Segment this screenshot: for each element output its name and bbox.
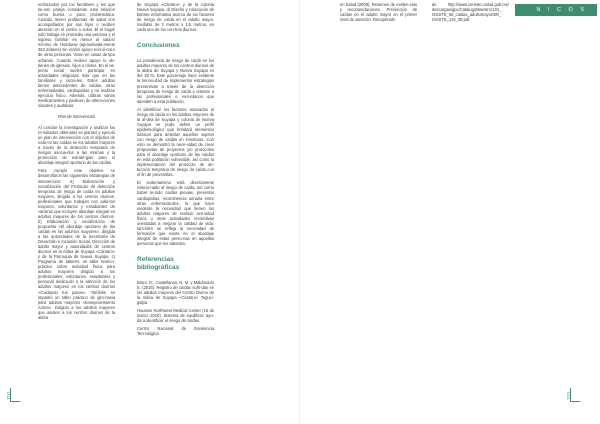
paragraph: La prevalencia de riesgo de caída en los adultos mayores de los centros diurnos de la aldea de Suyapa y Nueva Suyapa es del 29 %. Este porcentaje hace evidente la necesi-dad de implementar estrategias preventivas a través de la detección temprana de riesgo de caída y orientar a los profesionales o vo-luntarios que atienden a esta población.	[137, 58, 214, 104]
folio-tick-icon	[570, 401, 580, 402]
folio-tick-icon	[10, 401, 20, 402]
reference-entry: Centro Nacional de Excelencia Tecnológica	[137, 326, 214, 337]
reference-entry: Bruni, G.; Castellanos, N. M. y Maldonado E. (2016). Registro de caídas sufri-das en los adultos mayores del Centro Diurno de la Aldea de Suyapa «Cántaro» Teguci-galpa.	[137, 279, 214, 306]
paragraph: Al identificar los factores asociados al riesgo de caída en los adultos mayores de la al-dea de Suyapa y colonia de Nueva Suyapa se pudo definir un perfil epidemiológico que brindará elementos básicos para detectar aquellos sujetos con riesgo de caídas en Honduras. Con esto se demostró la nece-sidad de crear propuestas de proyectos y/o protocolos para el abordaje oportuno de las caídas en esta población vulnerable, así como la implementación del protocolo de de-tección temprana de riesgo de caída con el fin de prevenirlas.	[137, 106, 214, 178]
paragraph: Al concluir la investigación y analizar los re-sultados obtenidos se planteó y ejecutó un plan de intervención con el objetivo de redu-cir las caídas en los adultos mayores a través de la detección temprana de riesgos asocia-dos a las mismas y la promoción de estrate-gias para el abordaje integral oportuno de las caídas.	[38, 125, 115, 166]
paragraph: de Suyapa «Cántaro» y de la colonia Nueva Suyapa. d) Diseño y colocación de banner informativo acerca de los factores de riesgo de caída en el adulto mayor, medidas de 2 metros x 1.5 metros, en cada uno de los cen-tros diurnos.	[137, 2, 214, 33]
reference-url[interactable]: de http://www.cenetec.salud.gob.mx/ descargas/gpc/CatalogoMaestro/134_ ISSSTE_08_caidas_adultomayor/ER_ ISSSTE_134_08.pdf	[432, 2, 509, 23]
column-2	[137, 2, 214, 339]
page-number: 116	[7, 392, 13, 400]
section-title-conclusiones: Conclusiones	[137, 42, 180, 50]
page-number: 115	[567, 392, 573, 400]
section-title-references: Referencias bibliográficas	[137, 255, 180, 271]
paragraph: El sedentarismo está directamente relacio-nado al riesgo de caída, así como haber te-nido caídas previas, presentar cardiopatías, incontinencia urinaria entre otras enfermeda-des, lo que hace evidente la necesidad que tienen los adultos mayores de realizar acti-vidad física u otras actividades recreativas orientadas a mejorar la calidad de vida; tam-bién se refleja la necesidad de formación que existe en el abordaje integral de estas perso-nas en aquellas personas que les atienden.	[137, 180, 214, 246]
right-page	[300, 0, 600, 424]
column-4	[432, 2, 509, 25]
subheading-plan: Plan de Intervención	[57, 113, 96, 119]
paragraph: Para cumplir este objetivo se desarrollaron las siguientes estrategias de intervención: a) Elaboración y socialización del Protocolo de detección temprana de riesgo de caída en adultos mayores, dirigido a los centros diurnos, profesionales que trabajan con adul-tos mayores, voluntarios y estudiantes de carreras que incluyen abordaje integral en adultos mayores de los centros diurnos. b) Elaboración y socialización de propuesta «El abordaje oportuno de las caídas en los adul-tos mayores», dirigida a las autoridades de la Secretaría de Desarrollo e Inclusión Social, Dirección de adulto mayor y autoridades de centros diurnos en la Aldea de Suyapa «Cántaro» y de la Parroquia de Nueva Suyapa. c) Programa de talleres: un taller teórico-práctico sobre actividad física para adultos mayores dirigido a los profesionales, voluntarios, estudiantes y personal dedica-do a la atención de los adultos mayores en los centros diurnos «Cuidando tus pasos». También se impartió un taller práctico de gim-nasia para adultos mayores «Envejeciemiento Activo». Dirigido a los adultos mayores que asisten a los centros diurnos de la aldea	[38, 168, 115, 320]
reference-entry: Houston Northwest Medical Center (15 de marzo 2016). Sistema de equilibrio: ayu-da a identificar el riesgo de caídas.	[137, 308, 214, 324]
paragraph: rechazados por los familiares y los que tie-nen pareja consideran esta relación como buena o poco problemática. Cuando tienen problemas de salud son acompañados por sus hijos o reciben atención en el centro o solos. El el hogar solo trabaja en promedio una persona y el ingreso familiar es menor al salario mínimo de Honduras (aproximada-mente 363 dólares) sin recibir apoyo econó-mico de otras personas. Viven en casas de tipo urbanas. Cuando reciben apoyo lo ob-tienen de iglesias, hijos o nietos. En el as-pecto social suelen participar en actividades religiosas más que en las familiares y socia-les. Estos adultos tienen antecedentes de caídas, otras enfermedades, cardiopatías y no realizan ejercicio físico. Además, utilizan varios medicamentos y padecen de altera-ciones visuales y auditivas.	[38, 2, 115, 108]
column-3	[340, 2, 417, 25]
reference-entry: en Salud (2008). Resumen de eviden-cias y recomendaciones. Prevención de caídas en el adulto mayor en el primer nivel de atención. Recuperado	[340, 2, 417, 23]
column-1	[38, 2, 115, 323]
section-header-label: N I C O S	[536, 7, 587, 13]
